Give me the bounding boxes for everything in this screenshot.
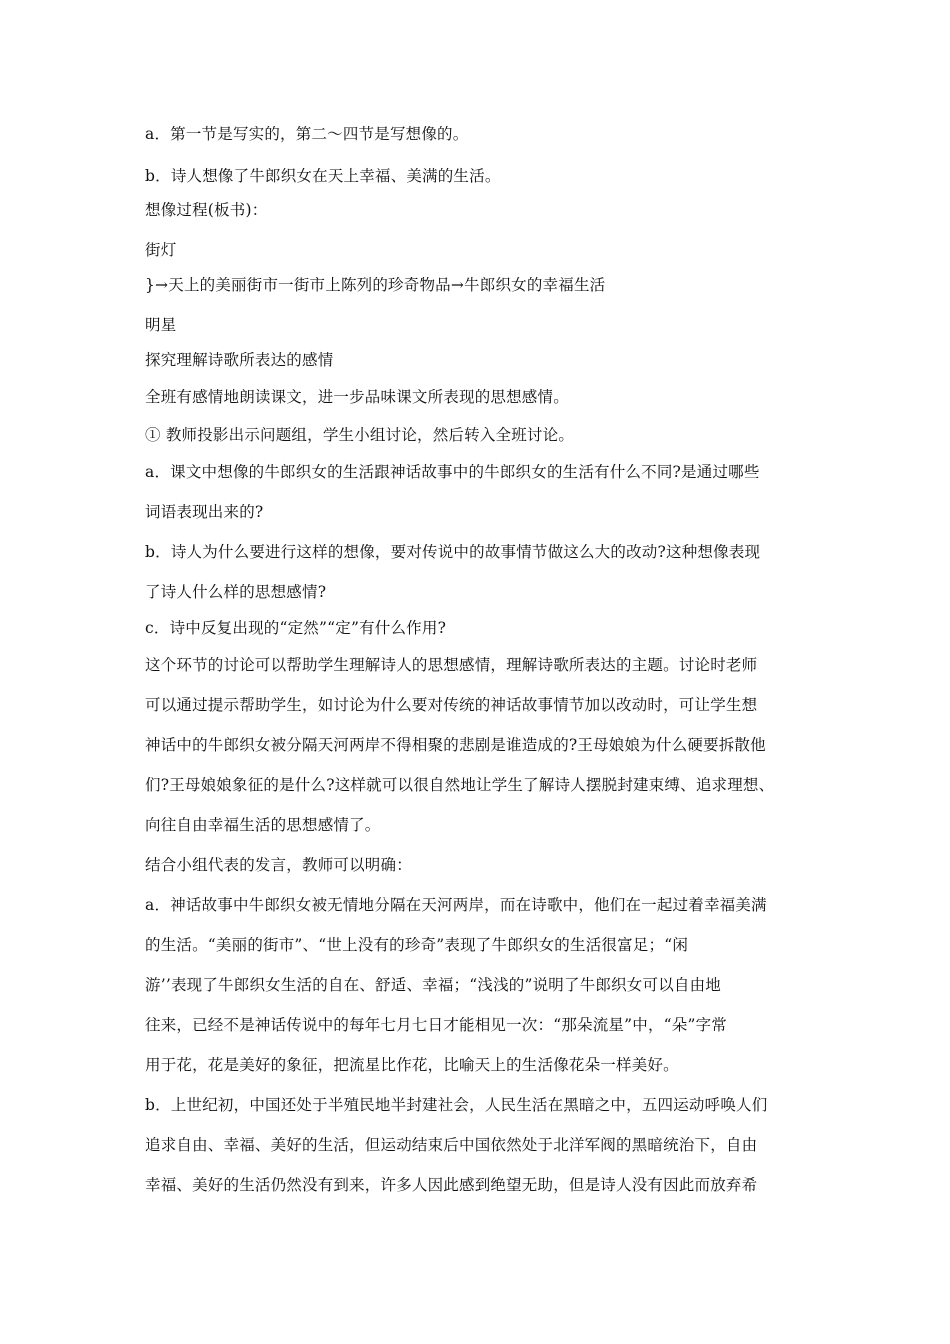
text-line: b．上世纪初，中国还处于半殖民地半封建社会，人民生活在黑暗之中，五四运动呼唤人们 [145, 1096, 768, 1114]
text-line: 的生活。“美丽的街市”、“世上没有的珍奇”表现了牛郎织女的生活很富足；“闲 [145, 936, 689, 954]
text-line: a．神话故事中牛郎织女被无情地分隔在天河两岸，而在诗歌中，他们在一起过着幸福美满 [145, 896, 767, 914]
text-line: 追求自由、幸福、美好的生活，但运动结束后中国依然处于北洋军阀的黑暗统治下，自由 [145, 1136, 758, 1154]
text-line: 游’’表现了牛郎织女生活的自在、舒适、幸福；“浅浅的”说明了牛郎织女可以自由地 [145, 976, 722, 994]
text-line: 了诗人什么样的思想感情? [145, 583, 327, 601]
text-line: 这个环节的讨论可以帮助学生理解诗人的思想感情，理解诗歌所表达的主题。讨论时老师 [145, 656, 758, 674]
text-line: 全班有感情地朗读课文，进一步品味课文所表现的思想感情。 [145, 388, 569, 406]
text-line: a．第一节是写实的，第二～四节是写想像的。 [145, 125, 469, 143]
text-line: b．诗人为什么要进行这样的想像，要对传说中的故事情节做这么大的改动?这种想像表现 [145, 543, 761, 561]
text-line: 幸福、美好的生活仍然没有到来，许多人因此感到绝望无助，但是诗人没有因此而放弃希 [145, 1176, 758, 1194]
text-line: 往来，已经不是神话传说中的每年七月七日才能相见一次：“那朵流星”中，“朵”字常 [145, 1016, 727, 1034]
text-line: 神话中的牛郎织女被分隔天河两岸不得相聚的悲剧是谁造成的?王母娘娘为什么硬要拆散他 [145, 736, 766, 754]
text-line: 街灯 [145, 241, 177, 259]
text-line: ① 教师投影出示问题组，学生小组讨论，然后转入全班讨论。 [145, 426, 575, 444]
section-heading: 探究理解诗歌所表达的感情 [145, 351, 334, 369]
text-line: c．诗中反复出现的“定然”“定”有什么作用? [145, 619, 447, 637]
text-line: }→天上的美丽街市一街市上陈列的珍奇物品→牛郎织女的幸福生活 [145, 276, 606, 294]
text-line: 想像过程(板书)： [145, 201, 268, 219]
text-line: b．诗人想像了牛郎织女在天上幸福、美满的生活。 [145, 167, 501, 185]
text-line: 词语表现出来的? [145, 503, 264, 521]
text-line: 可以通过提示帮助学生，如讨论为什么要对传统的神话故事情节加以改动时，可让学生想 [145, 696, 758, 714]
text-line: 明星 [145, 316, 177, 334]
text-line: 们?王母娘娘象征的是什么?这样就可以很自然地让学生了解诗人摆脱封建束缚、追求理想、 [145, 776, 775, 794]
text-line: 向往自由幸福生活的思想感情了。 [145, 816, 381, 834]
text-line: a．课文中想像的牛郎织女的生活跟神话故事中的牛郎织女的生活有什么不同?是通过哪些 [145, 463, 760, 481]
text-line: 结合小组代表的发言，教师可以明确： [145, 856, 412, 874]
text-line: 用于花，花是美好的象征，把流星比作花，比喻天上的生活像花朵一样美好。 [145, 1056, 679, 1074]
